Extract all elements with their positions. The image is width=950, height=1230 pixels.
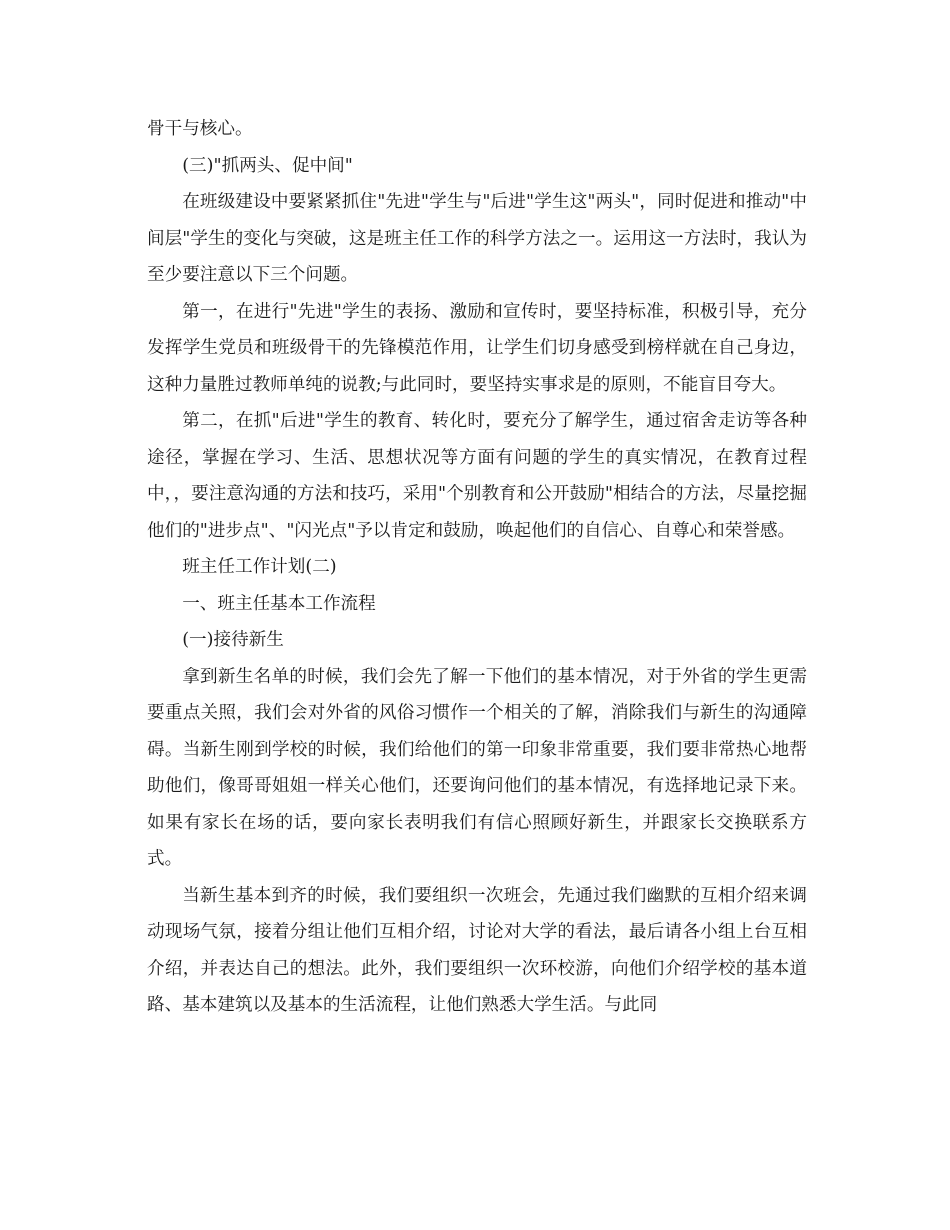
document-body: [147, 111, 807, 1024]
section-heading-1: 一、班主任基本工作流程: [182, 593, 376, 614]
paragraph-first-point: 第一，在进行"先进"学生的表扬、激励和宣传时，要坚持标准，积极引导，充分发挥学生党员和班级骨干的先锋模范作用，让学生们切身感受到榜样就在自己身边，这种力量胜过教师单纯的说教;与此同时，要坚持实事求是的原则，不能盲目夸大。: [147, 301, 807, 395]
subsection-heading-1: (一)接待新生: [182, 630, 284, 650]
paragraph-second-point: 第二，在抓"后进"学生的教育、转化时，要充分了解学生，通过宿舍走访等各种途径，掌握在学习、生活、思想状况等方面有问题的学生的真实情况，在教育过程中，，要注意沟通的方法和技巧，采用"个别教育和公开鼓励"相结合的方法，尽量挖掘他们的"进步点"、"闪光点"予以肯定和鼓励，唤起他们的自信心、自尊心和荣誉感。: [147, 411, 807, 541]
paragraph: 在班级建设中要紧紧抓住"先进"学生与"后进"学生这"两头"，同时促进和推动"中间层"学生的变化与突破，这是班主任工作的科学方法之一。运用这一方法时，我认为至少要注意以下三个问题。: [147, 192, 807, 285]
section-heading-3: (三)"抓两头、促中间": [182, 155, 353, 176]
paragraph-continuation: 骨干与核心。: [147, 119, 253, 139]
paragraph-new-students: 拿到新生名单的时候，我们会先了解一下他们的基本情况，对于外省的学生更需要重点关照，我们会对外省的风俗习惯作一个相关的了解，消除我们与新生的沟通障碍。当新生刚到学校的时候，我们给他们的第一印象非常重要，我们要非常热心地帮助他们，像哥哥姐姐一样关心他们，还要询问他们的基本情况，有选择地记录下来。如果有家长在场的话，要向家长表明我们有信心照顾好新生，并跟家长交换联系方式。: [147, 666, 807, 869]
paragraph-class-meeting: 当新生基本到齐的时候，我们要组织一次班会，先通过我们幽默的互相介绍来调动现场气氛，接着分组让他们互相介绍，讨论对大学的看法，最后请各小组上台互相介绍，并表达自己的想法。此外，我们要组织一次环校游，向他们介绍学校的基本道路、基本建筑以及基本的生活流程，让他们熟悉大学生活。与此同: [147, 885, 807, 1015]
document-title-2: 班主任工作计划(二): [182, 557, 337, 577]
